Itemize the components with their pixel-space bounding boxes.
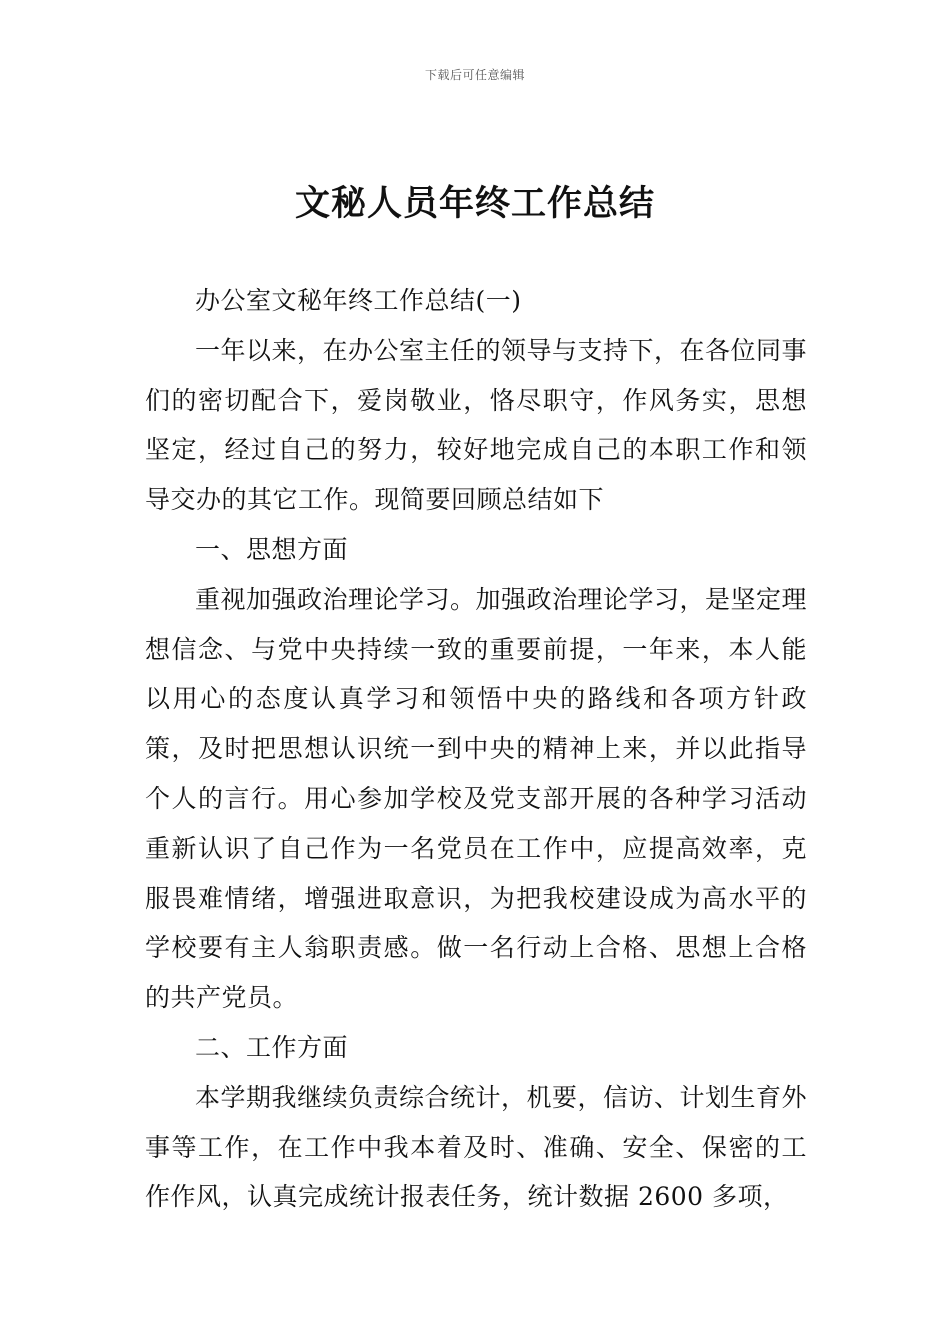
thought-paragraph: 重视加强政治理论学习。加强政治理论学习，是坚定理想信念、与党中央持续一致的重要前提，一年来，本人能以用心的态度认真学习和领悟中央的路线和各项方针政策，及时把思想认识统一到中央的精神上来，并以此指导个人的言行。用心参加学校及党支部开展的各种学习活动重新认识了自己作为一名党员在工作中，应提高效率，克服畏难情绪，增强进取意识，为把我校建设成为高水平的学校要有主人翁职责感。做一名行动上合格、思想上合格的共产党员。 xyxy=(145,584,808,1013)
section-heading-work: 二、工作方面 xyxy=(195,1032,349,1062)
document-title: 文秘人员年终工作总结 xyxy=(294,184,655,224)
work-paragraph: 本学期我继续负责综合统计，机要，信访、计划生育外事等工作，在工作中我本着及时、准确、安全、保密的工作作风，认真完成统计报表任务，统计数据 2600 多项， xyxy=(145,1082,808,1212)
intro-paragraph: 一年以来，在办公室主任的领导与支持下，在各位同事们的密切配合下，爱岗敬业，恪尽职守，作风务实，思想坚定，经过自己的努力，较好地完成自己的本职工作和领导交办的其它工作。现简要回顾总结如下 xyxy=(145,335,808,515)
section-heading-part-one: 办公室文秘年终工作总结(一) xyxy=(195,286,522,315)
section-heading-thought: 一、思想方面 xyxy=(195,534,349,564)
page-header-watermark: 下载后可任意编辑 xyxy=(424,68,525,82)
document-body xyxy=(145,276,807,1222)
